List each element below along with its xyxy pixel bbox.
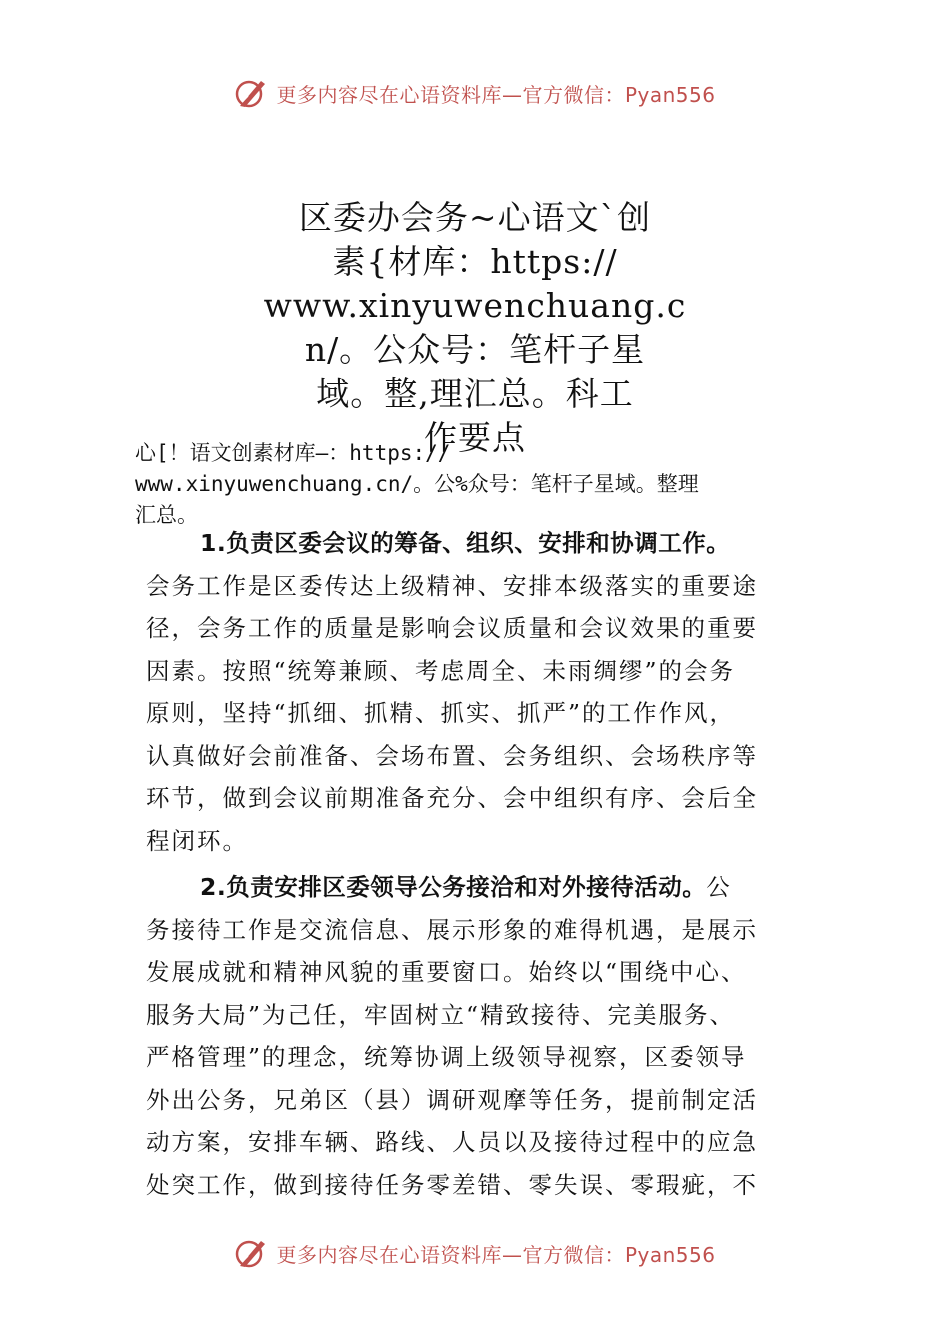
- body-line: 严格管理”的理念，统筹协调上级领导视察，区委领导: [146, 1043, 747, 1071]
- watermark-banner-top: [0, 76, 950, 110]
- title-line: 区委办会务~心语文`创: [298, 198, 652, 237]
- section-1: [146, 522, 801, 862]
- section-heading-line: [146, 866, 801, 909]
- body-line: 环节，做到会议前期准备充分、会中组织有序、会后全: [146, 784, 758, 812]
- source-line: 汇总。: [135, 503, 198, 527]
- body-line: 径，会务工作的质量是影响会议质量和会议效果的重要: [146, 614, 758, 642]
- body-line: 外出公务，兄弟区（县）调研观摩等任务，提前制定活: [146, 1085, 758, 1114]
- title-line: 素{材库：https://: [332, 242, 618, 281]
- body-text: 公: [706, 873, 732, 901]
- section-heading-line: [146, 522, 801, 565]
- source-note: [135, 438, 815, 531]
- source-line: 心[！语文创素材库—：https://: [135, 441, 451, 465]
- watermark-banner-bottom: [0, 1236, 950, 1270]
- title-line: www.xinyuwenchuang.c: [263, 286, 687, 325]
- watermark-text: 更多内容尽在心语资料库—官方微信：Pyan556: [276, 1242, 716, 1267]
- body-line: 服务大局”为己任，牢固树立“精致接待、完美服务、: [146, 1000, 736, 1029]
- pen-logo-icon: [234, 1236, 268, 1270]
- section-heading: 1.负责区委会议的筹备、组织、安排和协调工作。: [200, 529, 731, 557]
- section-2: [146, 866, 801, 1206]
- body-line: 发展成就和精神风貌的重要窗口。始终以“围绕中心、: [146, 958, 747, 986]
- title-line: 作要点: [424, 418, 526, 457]
- document-title: [0, 196, 950, 460]
- title-line: 域。整,理汇总。科工: [316, 374, 634, 413]
- body-line: 处突工作，做到接待任务零差错、零失误、零瑕疵，不: [146, 1170, 758, 1199]
- title-line: n/。公众号：笔杆子星: [304, 330, 646, 369]
- body-line: 会务工作是区委传达上级精神、安排本级落实的重要途: [146, 571, 758, 600]
- body-line: 原则，坚持“抓细、抓精、抓实、抓严”的工作作风，: [146, 699, 736, 727]
- source-line: www.xinyuwenchuang.cn/。公%众号：笔杆子星域。整理: [135, 472, 699, 496]
- watermark-text: 更多内容尽在心语资料库—官方微信：Pyan556: [276, 82, 716, 107]
- pen-logo-icon: [234, 76, 268, 110]
- section-heading: 2.负责安排区委领导公务接洽和对外接待活动。: [200, 873, 707, 901]
- body-line: 因素。按照“统筹兼顾、考虑周全、未雨绸缪”的会务: [146, 656, 736, 685]
- body-line: 认真做好会前准备、会场布置、会务组织、会场秩序等: [146, 741, 758, 770]
- body-line: 动方案，安排车辆、路线、人员以及接待过程中的应急: [146, 1128, 758, 1156]
- body-line: 务接待工作是交流信息、展示形象的难得机遇，是展示: [146, 915, 758, 944]
- body-line: 程闭环。: [146, 826, 248, 855]
